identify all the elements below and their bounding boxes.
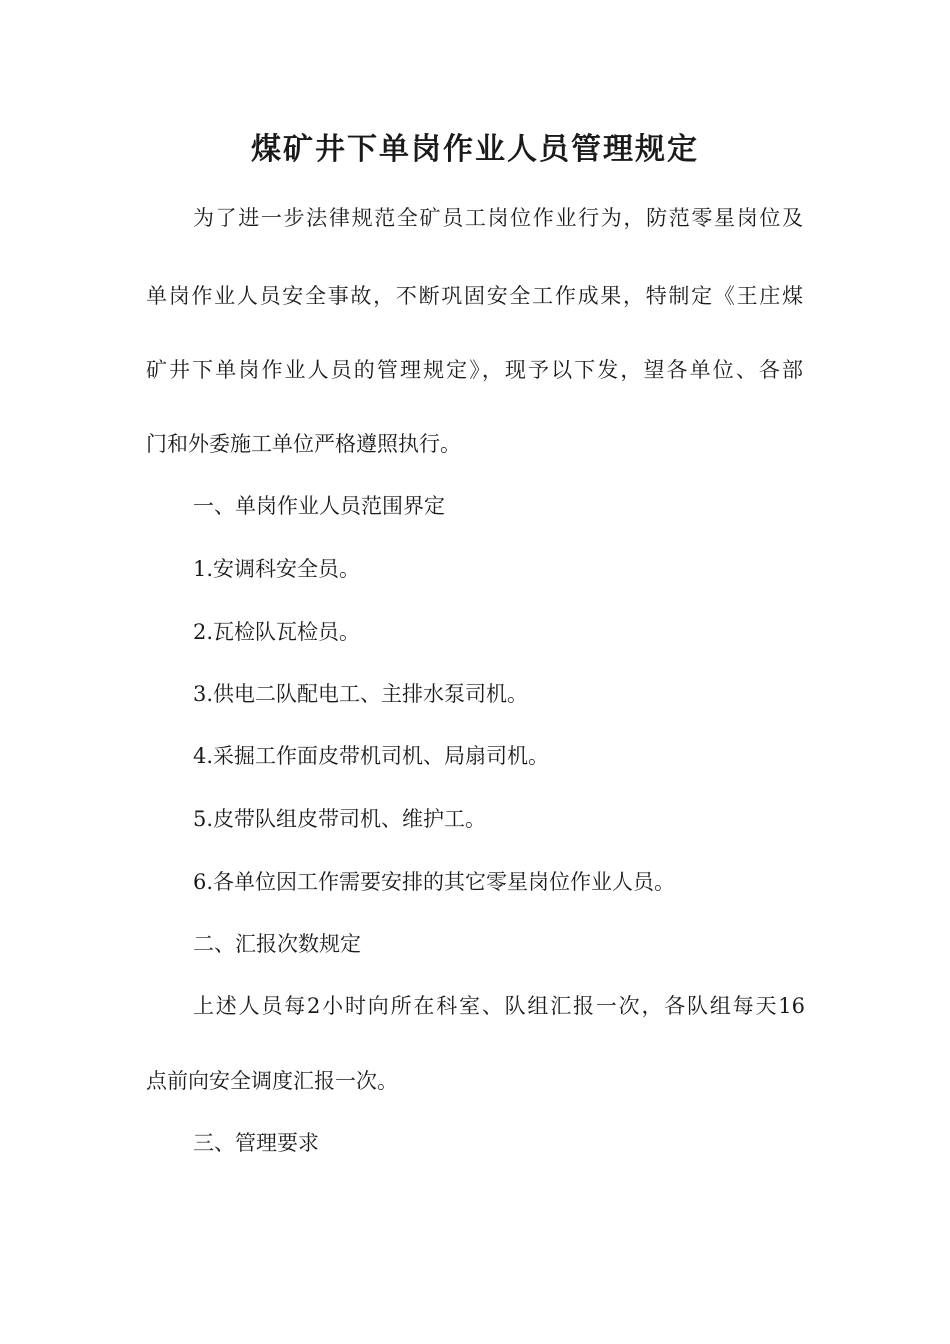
intro-line-4: 门和外委施工单位严格遵照执行。	[146, 432, 461, 456]
intro-line-2: 单岗作业人员安全事故，不断巩固安全工作成果，特制定《王庄煤	[146, 284, 803, 308]
section1-item-1: 1.安调科安全员。	[193, 557, 361, 581]
section2-heading: 二、汇报次数规定	[193, 932, 361, 956]
section1-item-6: 6.各单位因工作需要安排的其它零星岗位作业人员。	[193, 870, 676, 894]
section1-item-5: 5.皮带队组皮带司机、维护工。	[193, 807, 487, 831]
section2-body-line-2: 点前向安全调度汇报一次。	[146, 1069, 398, 1093]
document-title: 煤矿井下单岗作业人员管理规定	[251, 132, 699, 167]
section3-heading: 三、管理要求	[193, 1131, 319, 1155]
section1-item-4: 4.采掘工作面皮带机司机、局扇司机。	[193, 744, 550, 768]
intro-line-1: 为了进一步法律规范全矿员工岗位作业行为，防范零星岗位及	[193, 206, 803, 230]
section1-heading: 一、单岗作业人员范围界定	[193, 494, 445, 518]
intro-line-3: 矿井下单岗作业人员的管理规定》，现予以下发，望各单位、各部	[146, 358, 803, 382]
section1-item-2: 2.瓦检队瓦检员。	[193, 620, 361, 644]
section1-item-3: 3.供电二队配电工、主排水泵司机。	[193, 682, 529, 706]
section2-body-line-1: 上述人员每2小时向所在科室、队组汇报一次，各队组每天16	[193, 994, 805, 1018]
